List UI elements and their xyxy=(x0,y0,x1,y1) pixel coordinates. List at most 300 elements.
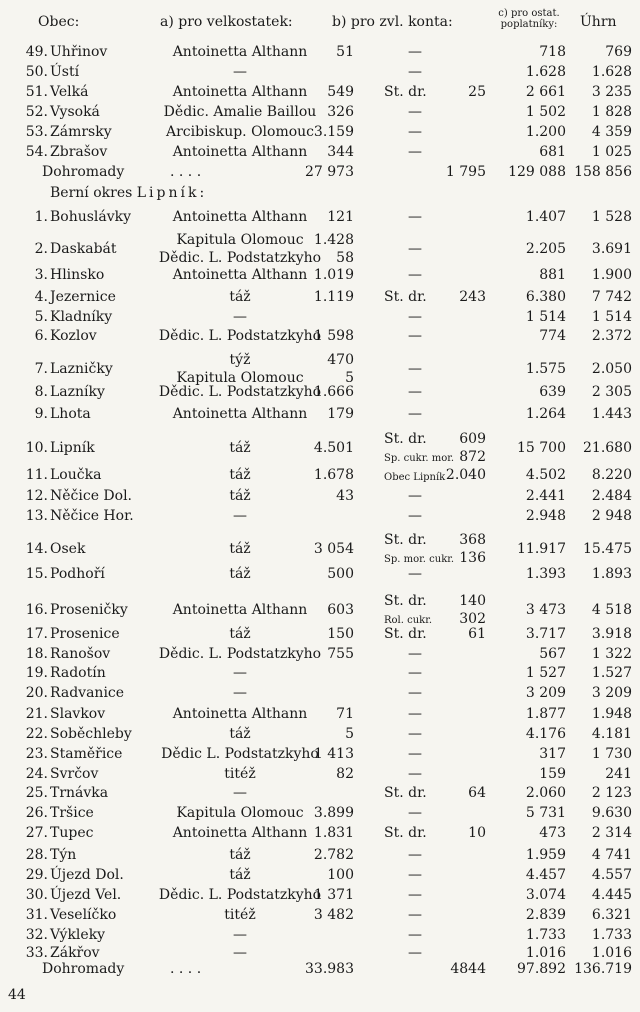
row-number: 6. xyxy=(34,328,48,344)
row-a: 4.501 xyxy=(313,440,354,456)
row-number: 14. xyxy=(25,541,48,557)
row-obec: Újezd Dol. xyxy=(50,867,124,883)
section-2-title xyxy=(50,185,207,201)
row-b-dash: — xyxy=(408,766,422,782)
row-b-dash: — xyxy=(408,927,422,943)
row-obec: Loučka xyxy=(50,467,102,483)
row-c: 3 473 xyxy=(525,602,566,618)
row-velkostatek: — xyxy=(233,665,247,681)
row-u: 2 305 xyxy=(591,384,632,400)
row-velkostatek: Antoinetta Althann xyxy=(172,144,308,160)
row-number: 5. xyxy=(34,309,48,325)
row-b-dash: — xyxy=(408,566,422,582)
row-velkostatek: Antoinetta Althann xyxy=(172,209,308,225)
row-c: 317 xyxy=(539,746,566,762)
row-u: 15.475 xyxy=(583,541,632,557)
row-velkostatek: táž xyxy=(229,289,251,305)
row-velkostatek: táž xyxy=(229,726,251,742)
row-velkostatek-2: Kapitula Olomouc xyxy=(176,370,304,386)
row-c: 4.502 xyxy=(525,467,566,483)
row-velkostatek: táž xyxy=(229,626,251,642)
row-c: 15 700 xyxy=(517,440,566,456)
row-number: 11. xyxy=(25,467,48,483)
row-b-dash: — xyxy=(408,726,422,742)
row-b-dash: — xyxy=(408,805,422,821)
row-u: 1.016 xyxy=(591,945,632,961)
row-number: 15. xyxy=(25,566,48,582)
row-b-value: 2.040 xyxy=(445,467,486,483)
row-number: 32. xyxy=(25,927,48,943)
row-u: 1 322 xyxy=(591,646,632,662)
row-number: 19. xyxy=(25,665,48,681)
row-b-dash: — xyxy=(408,646,422,662)
row-u: 2.050 xyxy=(591,361,632,377)
row-u: 9.630 xyxy=(591,805,632,821)
row-u: 2.484 xyxy=(591,488,632,504)
row-u: 1 528 xyxy=(591,209,632,225)
row-obec: Uhřinov xyxy=(50,44,108,60)
row-u: 4 359 xyxy=(591,124,632,140)
row-c: 681 xyxy=(539,144,566,160)
row-a: 1.428 xyxy=(313,232,354,248)
row-a: 1.831 xyxy=(313,825,354,841)
row-obec: Něčice Dol. xyxy=(50,488,133,504)
row-b-dash: — xyxy=(408,241,422,257)
row-a: 603 xyxy=(327,602,354,618)
row-a: 549 xyxy=(327,84,354,100)
row-c: 567 xyxy=(539,646,566,662)
row-c: 6.380 xyxy=(525,289,566,305)
row-u: 1 828 xyxy=(591,104,632,120)
row-b-label-2: Rol. cukr. xyxy=(384,615,433,626)
row-obec: Vysoká xyxy=(50,104,100,120)
row-a-2: 58 xyxy=(336,250,354,266)
row-number: 20. xyxy=(25,685,48,701)
row-velkostatek: táž xyxy=(229,467,251,483)
row-b-dash: — xyxy=(408,384,422,400)
row-u: 3 235 xyxy=(591,84,632,100)
row-number: 49. xyxy=(25,44,48,60)
row-b-dash: — xyxy=(408,887,422,903)
row-u: 1.527 xyxy=(591,665,632,681)
row-b-dash: — xyxy=(408,706,422,722)
row-a: 150 xyxy=(327,626,354,642)
row-c: 774 xyxy=(539,328,566,344)
total-a: 33.983 xyxy=(305,961,354,977)
row-a: 71 xyxy=(336,706,354,722)
row-number: 16. xyxy=(25,602,48,618)
row-u: 2 123 xyxy=(591,785,632,801)
row-a: 755 xyxy=(327,646,354,662)
row-b-value-2: 872 xyxy=(459,449,486,465)
row-b-value: 140 xyxy=(459,593,486,609)
row-b-label: St. dr. xyxy=(384,84,427,100)
total-dots: . . . . xyxy=(170,164,202,180)
row-u: 241 xyxy=(605,766,632,782)
row-c: 1.407 xyxy=(525,209,566,225)
row-u: 7 742 xyxy=(591,289,632,305)
row-a: 121 xyxy=(327,209,354,225)
row-u: 1.893 xyxy=(591,566,632,582)
row-b-dash: — xyxy=(408,685,422,701)
row-obec: Prosenice xyxy=(50,626,120,642)
row-number: 21. xyxy=(25,706,48,722)
row-obec: Lazničky xyxy=(50,361,113,377)
row-velkostatek: táž xyxy=(229,566,251,582)
header-ostat-line2: poplatníky: xyxy=(500,19,558,30)
row-number: 13. xyxy=(25,508,48,524)
row-b-dash: — xyxy=(408,488,422,504)
row-velkostatek: — xyxy=(233,945,247,961)
row-b-label: St. dr. xyxy=(384,532,427,548)
total-label: Dohromady xyxy=(42,164,125,180)
row-velkostatek: — xyxy=(233,785,247,801)
row-velkostatek: Dědic. L. Podstatzkyho xyxy=(158,887,322,903)
row-b-dash: — xyxy=(408,406,422,422)
section-2-title-prefix: Berní okres xyxy=(50,185,133,201)
row-c: 2.948 xyxy=(525,508,566,524)
row-number: 33. xyxy=(25,945,48,961)
row-a: 1 598 xyxy=(313,328,354,344)
row-b-label: St. dr. xyxy=(384,593,427,609)
row-u: 4.557 xyxy=(591,867,632,883)
row-u: 4 741 xyxy=(591,847,632,863)
row-obec: Tupec xyxy=(50,825,94,841)
row-number: 23. xyxy=(25,746,48,762)
total-c: 97.892 xyxy=(517,961,566,977)
row-number: 8. xyxy=(34,384,48,400)
row-obec: Zákřov xyxy=(50,945,100,961)
row-a: 179 xyxy=(327,406,354,422)
row-b-label: Obec Lipník xyxy=(384,472,446,483)
row-obec: Kozlov xyxy=(50,328,97,344)
row-a: 2.782 xyxy=(313,847,354,863)
row-velkostatek: — xyxy=(233,64,247,80)
row-obec: Zámrsky xyxy=(50,124,112,140)
row-number: 28. xyxy=(25,847,48,863)
row-u: 3.918 xyxy=(591,626,632,642)
row-b-dash: — xyxy=(408,209,422,225)
row-velkostatek: Antoinetta Althann xyxy=(172,84,308,100)
row-b-dash: — xyxy=(408,328,422,344)
row-b-label: St. dr. xyxy=(384,825,427,841)
row-b-label: St. dr. xyxy=(384,785,427,801)
row-number: 27. xyxy=(25,825,48,841)
row-number: 26. xyxy=(25,805,48,821)
row-velkostatek: Dědic. L. Podstatzkyho xyxy=(158,328,322,344)
row-u: 21.680 xyxy=(583,440,632,456)
row-b-dash: — xyxy=(408,907,422,923)
header-ostat xyxy=(486,8,572,30)
row-velkostatek: táž xyxy=(229,867,251,883)
row-velkostatek: Kapitula Olomouc xyxy=(176,805,304,821)
row-b-value: 10 xyxy=(468,825,486,841)
row-u: 1 730 xyxy=(591,746,632,762)
row-obec: Lazníky xyxy=(50,384,105,400)
row-velkostatek: týž xyxy=(229,352,251,368)
row-u: 2 948 xyxy=(591,508,632,524)
row-velkostatek: Dědic. Amalie Baillou xyxy=(163,104,317,120)
total-a: 27 973 xyxy=(305,164,354,180)
row-obec: Osek xyxy=(50,541,86,557)
row-c: 3.074 xyxy=(525,887,566,903)
row-obec: Bohuslávky xyxy=(50,209,132,225)
row-u: 2.372 xyxy=(591,328,632,344)
row-obec: Lipník xyxy=(50,440,95,456)
row-u: 1.733 xyxy=(591,927,632,943)
row-velkostatek: Antoinetta Althann xyxy=(172,406,308,422)
row-c: 1.733 xyxy=(525,927,566,943)
row-u: 6.321 xyxy=(591,907,632,923)
row-obec: Radvanice xyxy=(50,685,125,701)
row-b-dash: — xyxy=(408,124,422,140)
row-b-dash: — xyxy=(408,508,422,524)
row-u: 3.691 xyxy=(591,241,632,257)
row-c: 3 209 xyxy=(525,685,566,701)
row-velkostatek: Kapitula Olomouc xyxy=(176,232,304,248)
row-obec: Kladníky xyxy=(50,309,113,325)
row-obec: Ranošov xyxy=(50,646,111,662)
row-velkostatek: — xyxy=(233,508,247,524)
row-b-dash: — xyxy=(408,847,422,863)
row-velkostatek: — xyxy=(233,309,247,325)
row-number: 9. xyxy=(34,406,48,422)
total-b: 4844 xyxy=(450,961,486,977)
row-obec: Slavkov xyxy=(50,706,106,722)
row-velkostatek: Dědic. L. Podstatzkyho xyxy=(158,646,322,662)
row-c: 881 xyxy=(539,267,566,283)
row-c: 2.205 xyxy=(525,241,566,257)
total-dots: . . . . xyxy=(170,961,202,977)
row-c: 639 xyxy=(539,384,566,400)
row-velkostatek: táž xyxy=(229,541,251,557)
row-number: 22. xyxy=(25,726,48,742)
row-obec: Radotín xyxy=(50,665,106,681)
row-u: 1.948 xyxy=(591,706,632,722)
row-b-dash: — xyxy=(408,144,422,160)
row-a: 1.678 xyxy=(313,467,354,483)
row-a: 1.666 xyxy=(313,384,354,400)
row-c: 1.393 xyxy=(525,566,566,582)
row-number: 54. xyxy=(25,144,48,160)
row-number: 3. xyxy=(34,267,48,283)
row-u: 3 209 xyxy=(591,685,632,701)
row-obec: Výkleky xyxy=(50,927,106,943)
row-obec: Týn xyxy=(50,847,77,863)
row-velkostatek: Antoinetta Althann xyxy=(172,825,308,841)
row-a: 1 413 xyxy=(313,746,354,762)
row-number: 10. xyxy=(25,440,48,456)
row-obec: Zbrašov xyxy=(50,144,108,160)
row-number: 12. xyxy=(25,488,48,504)
row-b-label-2: Sp. cukr. mor. xyxy=(384,453,455,464)
row-velkostatek: Arcibiskup. Olomouc xyxy=(165,124,315,140)
row-a: 1 371 xyxy=(313,887,354,903)
header-zvl-konta: b) pro zvl. konta: xyxy=(332,14,453,30)
row-b-value-2: 302 xyxy=(459,611,486,627)
row-velkostatek: Antoinetta Althann xyxy=(172,602,308,618)
row-b-dash: — xyxy=(408,867,422,883)
row-c: 718 xyxy=(539,44,566,60)
row-c: 473 xyxy=(539,825,566,841)
row-number: 51. xyxy=(25,84,48,100)
row-velkostatek: — xyxy=(233,685,247,701)
row-number: 7. xyxy=(34,361,48,377)
total-u: 158 856 xyxy=(574,164,632,180)
row-number: 50. xyxy=(25,64,48,80)
row-obec: Jezernice xyxy=(50,289,116,305)
row-a: 3 482 xyxy=(313,907,354,923)
row-obec: Tršice xyxy=(50,805,94,821)
row-obec: Velká xyxy=(50,84,89,100)
row-c: 2.839 xyxy=(525,907,566,923)
row-c: 1 514 xyxy=(525,309,566,325)
row-b-dash: — xyxy=(408,44,422,60)
header-obec: Obec: xyxy=(38,14,80,30)
row-a: 326 xyxy=(327,104,354,120)
row-b-value: 61 xyxy=(468,626,486,642)
row-number: 25. xyxy=(25,785,48,801)
row-velkostatek: — xyxy=(233,927,247,943)
row-b-label: St. dr. xyxy=(384,431,427,447)
row-number: 53. xyxy=(25,124,48,140)
total-label: Dohromady xyxy=(42,961,125,977)
row-obec: Podhoří xyxy=(50,566,105,582)
row-c: 3.717 xyxy=(525,626,566,642)
row-b-label: St. dr. xyxy=(384,289,427,305)
row-b-dash: — xyxy=(408,746,422,762)
row-velkostatek: titéž xyxy=(224,907,256,923)
row-velkostatek-2: Dědic. L. Podstatzkyho xyxy=(158,250,322,266)
total-b: 1 795 xyxy=(445,164,486,180)
row-b-value: 609 xyxy=(459,431,486,447)
row-velkostatek: Dědic L. Podstatzkyho xyxy=(161,746,319,762)
row-u: 769 xyxy=(605,44,632,60)
row-c: 1.016 xyxy=(525,945,566,961)
row-c: 5 731 xyxy=(525,805,566,821)
row-b-label-2: Sp. mor. cukr. xyxy=(384,554,455,565)
row-b-dash: — xyxy=(408,64,422,80)
row-u: 1.443 xyxy=(591,406,632,422)
row-velkostatek: táž xyxy=(229,440,251,456)
row-number: 29. xyxy=(25,867,48,883)
row-c: 1.200 xyxy=(525,124,566,140)
row-a: 43 xyxy=(336,488,354,504)
row-obec: Hlinsko xyxy=(50,267,105,283)
row-obec: Daskabát xyxy=(50,241,117,257)
row-c: 2.441 xyxy=(525,488,566,504)
row-obec: Soběchleby xyxy=(50,726,132,742)
row-obec: Něčice Hor. xyxy=(50,508,134,524)
row-velkostatek: táž xyxy=(229,488,251,504)
row-velkostatek: Antoinetta Althann xyxy=(172,706,308,722)
row-u: 2 314 xyxy=(591,825,632,841)
row-b-value: 368 xyxy=(459,532,486,548)
row-c: 1.959 xyxy=(525,847,566,863)
row-u: 1.900 xyxy=(591,267,632,283)
row-number: 1. xyxy=(34,209,48,225)
row-a: 344 xyxy=(327,144,354,160)
row-b-dash: — xyxy=(408,361,422,377)
row-number: 17. xyxy=(25,626,48,642)
row-c: 2 661 xyxy=(525,84,566,100)
row-obec: Svrčov xyxy=(50,766,99,782)
row-a: 3.159 xyxy=(313,124,354,140)
row-obec: Ústí xyxy=(50,64,80,80)
row-b-label: St. dr. xyxy=(384,626,427,642)
row-number: 24. xyxy=(25,766,48,782)
header-velkostatek: a) pro velkostatek: xyxy=(160,14,293,30)
row-velkostatek: Antoinetta Althann xyxy=(172,44,308,60)
row-c: 1 502 xyxy=(525,104,566,120)
row-c: 1 527 xyxy=(525,665,566,681)
header-uhrn: Úhrn xyxy=(580,14,617,30)
row-a: 82 xyxy=(336,766,354,782)
row-a-2: 5 xyxy=(345,370,354,386)
row-a: 1.019 xyxy=(313,267,354,283)
row-b-dash: — xyxy=(408,945,422,961)
row-b-value-2: 136 xyxy=(459,550,486,566)
row-obec: Veselíčko xyxy=(50,907,117,923)
row-c: 1.628 xyxy=(525,64,566,80)
row-obec: Újezd Vel. xyxy=(50,887,122,903)
row-u: 1 514 xyxy=(591,309,632,325)
row-a: 500 xyxy=(327,566,354,582)
row-u: 4.181 xyxy=(591,726,632,742)
row-velkostatek: Dědic. L. Podstatzkyho xyxy=(158,384,322,400)
row-velkostatek: Antoinetta Althann xyxy=(172,267,308,283)
row-c: 1.264 xyxy=(525,406,566,422)
row-a: 3.899 xyxy=(313,805,354,821)
row-obec: Proseničky xyxy=(50,602,128,618)
row-b-value: 25 xyxy=(468,84,486,100)
row-b-value: 64 xyxy=(468,785,486,801)
row-c: 11.917 xyxy=(517,541,566,557)
row-u: 1 025 xyxy=(591,144,632,160)
header-ostat-line1: c) pro ostat. xyxy=(498,8,560,19)
row-b-dash: — xyxy=(408,267,422,283)
row-obec: Staměřice xyxy=(50,746,123,762)
row-c: 1.575 xyxy=(525,361,566,377)
row-number: 18. xyxy=(25,646,48,662)
row-a: 470 xyxy=(327,352,354,368)
row-number: 30. xyxy=(25,887,48,903)
row-a: 100 xyxy=(327,867,354,883)
row-c: 4.457 xyxy=(525,867,566,883)
row-velkostatek: titéž xyxy=(224,766,256,782)
row-u: 1.628 xyxy=(591,64,632,80)
row-number: 2. xyxy=(34,241,48,257)
row-u: 4.445 xyxy=(591,887,632,903)
row-c: 2.060 xyxy=(525,785,566,801)
row-u: 4 518 xyxy=(591,602,632,618)
row-a: 5 xyxy=(345,726,354,742)
row-b-dash: — xyxy=(408,309,422,325)
row-number: 4. xyxy=(34,289,48,305)
row-velkostatek: táž xyxy=(229,847,251,863)
row-obec: Lhota xyxy=(50,406,91,422)
row-b-value: 243 xyxy=(459,289,486,305)
page-number: 44 xyxy=(8,987,26,1003)
total-u: 136.719 xyxy=(574,961,632,977)
row-b-dash: — xyxy=(408,665,422,681)
row-number: 31. xyxy=(25,907,48,923)
row-a: 51 xyxy=(336,44,354,60)
section-2-title-name: Lipník: xyxy=(136,185,208,201)
total-c: 129 088 xyxy=(508,164,566,180)
row-c: 159 xyxy=(539,766,566,782)
row-b-dash: — xyxy=(408,104,422,120)
